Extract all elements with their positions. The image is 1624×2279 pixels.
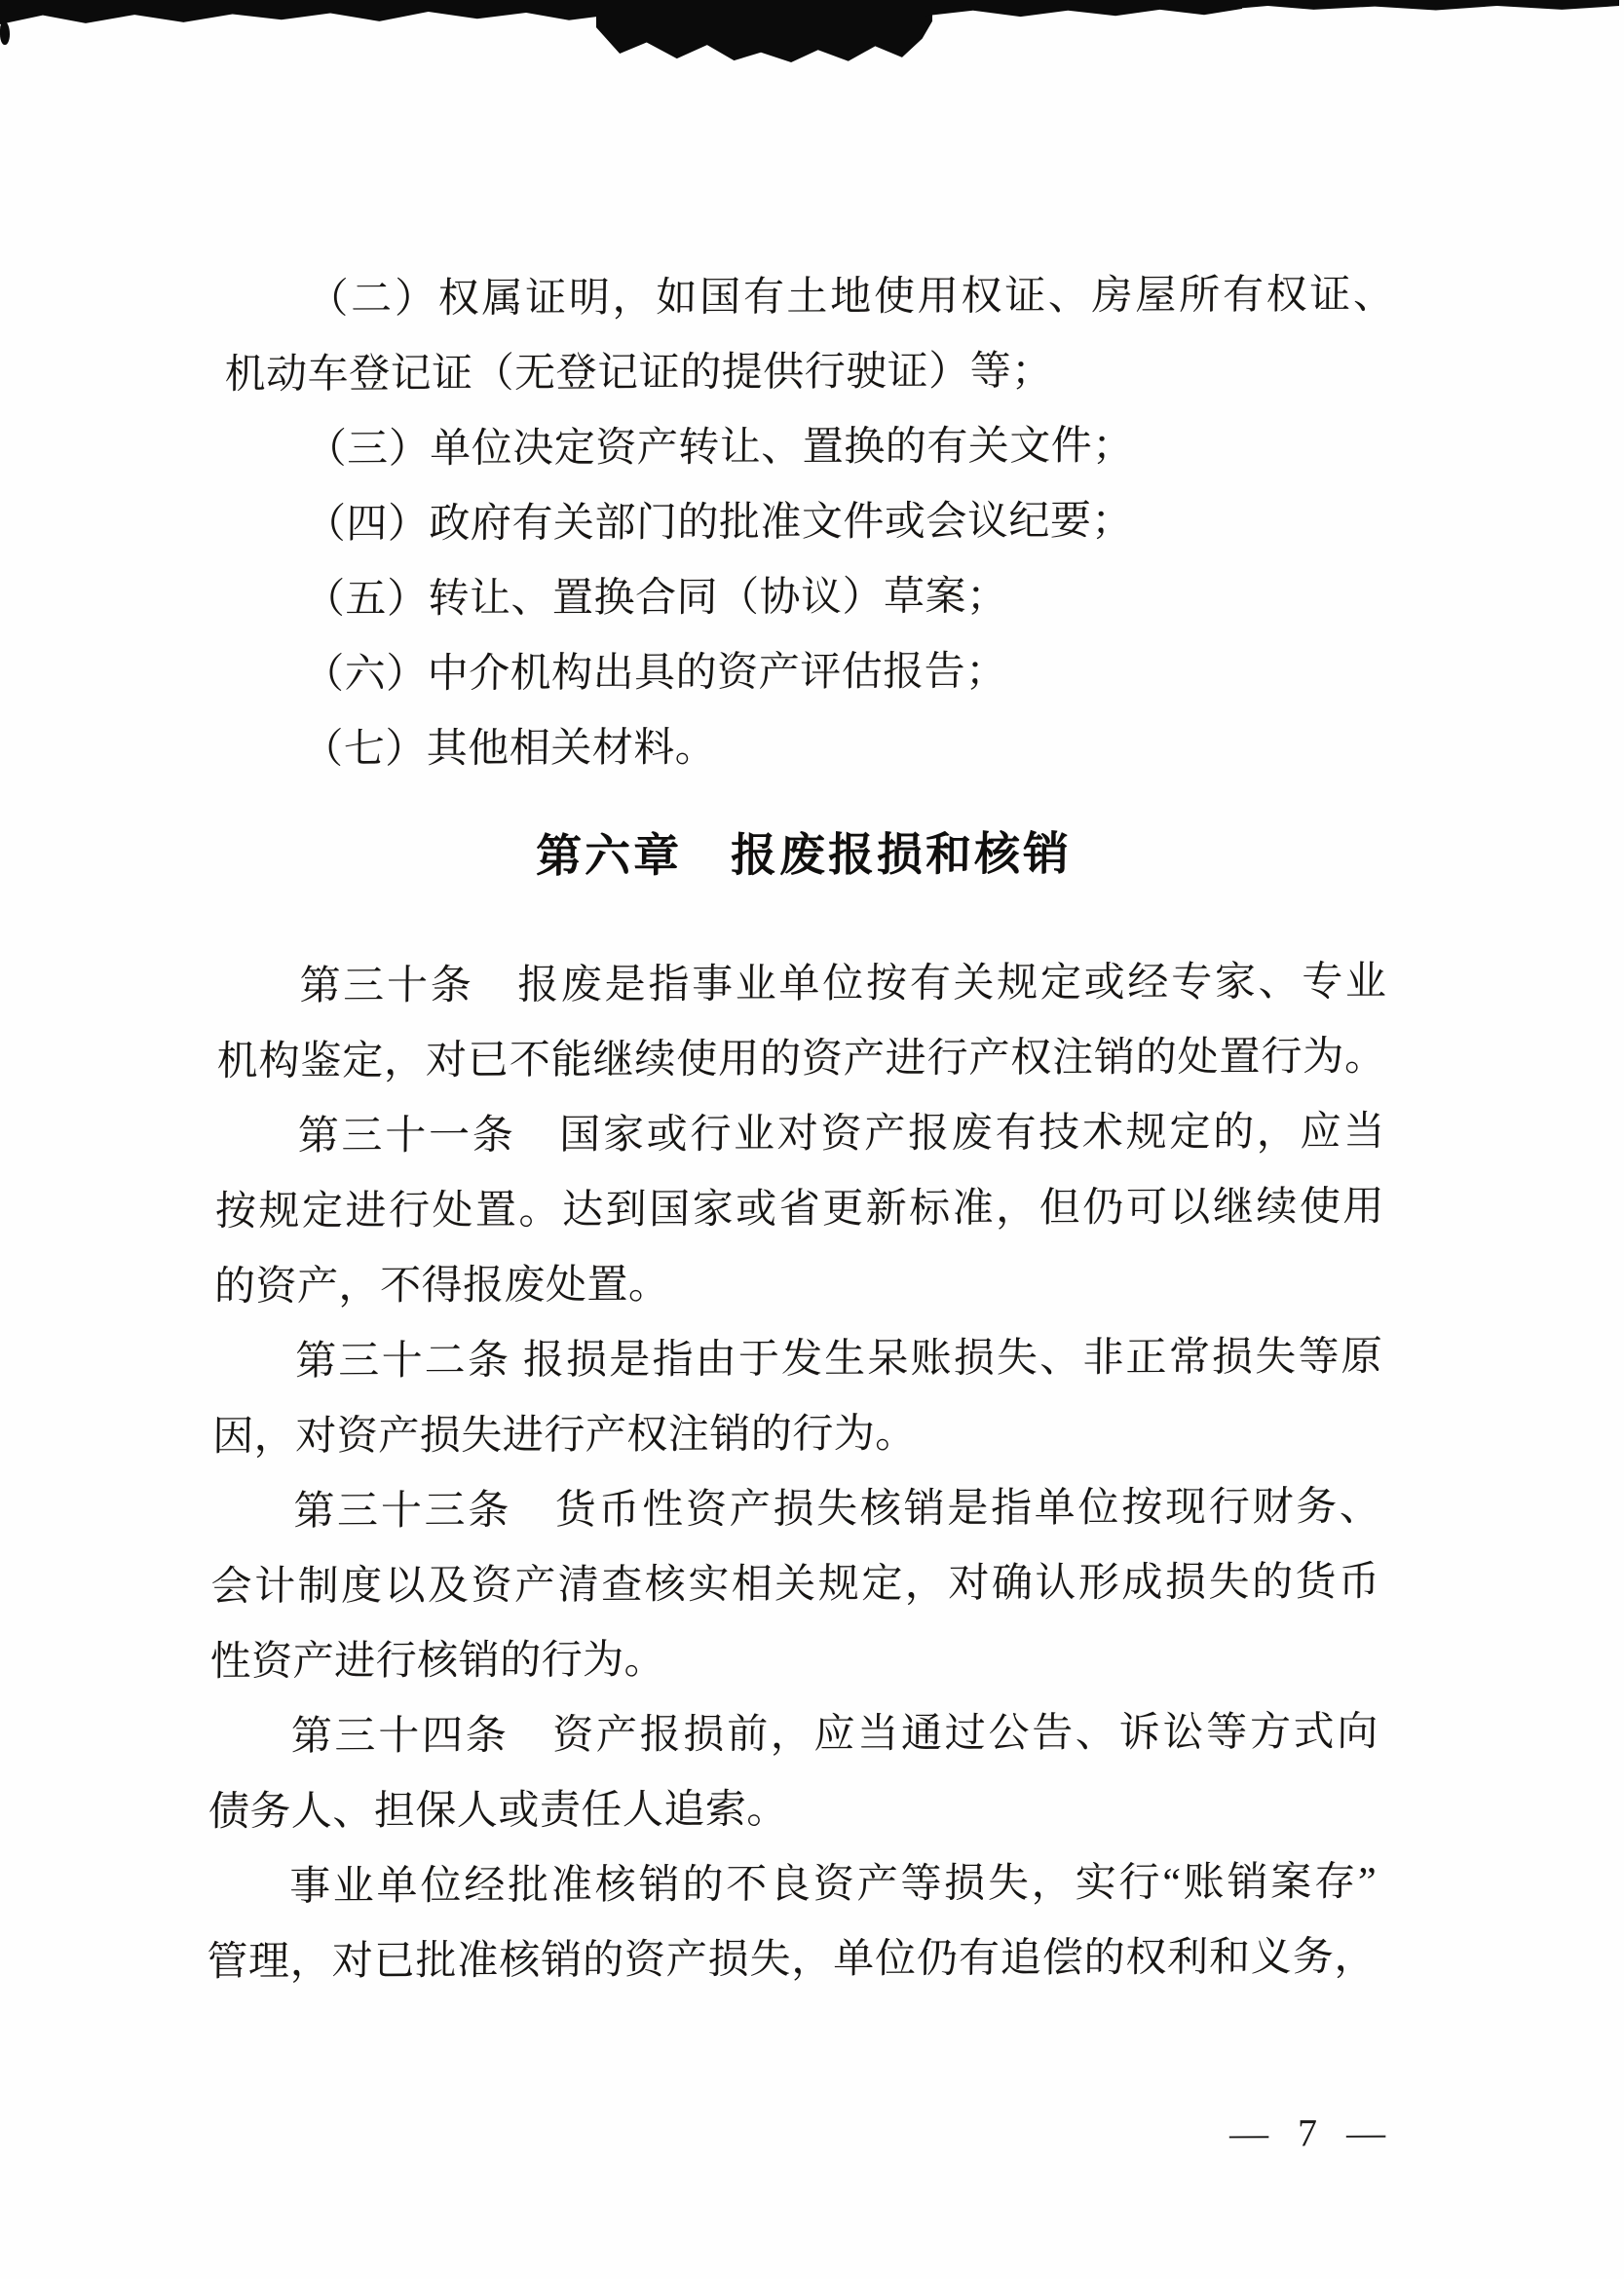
text-line: 机构鉴定，对已不能继续使用的资产进行产权注销的处置行为。 <box>216 1034 1386 1085</box>
scan-artifact-strip-mid <box>925 0 1242 18</box>
text-line: （六）中介机构出具的资产评估报告； <box>302 649 1007 698</box>
text-line: （三）单位决定资产转让、置换的有关文件； <box>305 423 1135 473</box>
text-line: 管理，对已批准核销的资产损失，单位仍有追偿的权利和义务， <box>206 1934 1377 1986</box>
text-line: 第三十一条 国家或行业对资产报废有技术规定的，应当 <box>297 1109 1386 1159</box>
text-line: 性资产进行核销的行为。 <box>209 1638 666 1686</box>
text-line: 第三十条 报废是指事业单位按有关规定或经专家、专业 <box>299 959 1387 1009</box>
text-line: 第三十三条 货币性资产损失核销是指单位按现行财务、 <box>293 1484 1381 1535</box>
text-line: （四）政府有关部门的批准文件或会议纪要； <box>304 498 1134 548</box>
text-line: 机动车登记证（无登记证的提供行驶证）等； <box>224 349 1053 399</box>
text-line: 债务人、担保人或责任人追索。 <box>208 1787 789 1836</box>
text-line: 按规定进行处置。达到国家或省更新标准，但仍可以继续使用 <box>214 1184 1385 1235</box>
text-line: 因，对资产损失进行产权注销的行为。 <box>212 1411 918 1461</box>
page-number: — 7 — <box>1228 2109 1396 2155</box>
text-line: 第三十四条 资产报损前，应当通过公告、诉讼等方式向 <box>290 1709 1379 1760</box>
scan-artifact-top-edge <box>0 0 1624 78</box>
text-line: （二）权属证明，如国有土地使用权证、房屋所有权证、 <box>307 272 1395 323</box>
text-line: 会计制度以及资产清查核实相关规定，对确认形成损失的货币 <box>210 1559 1380 1611</box>
scan-artifact-speck-left <box>0 21 10 45</box>
chapter-heading: 第六章 报废报损和核销 <box>535 829 1073 883</box>
scan-artifact-blob-center <box>596 0 932 62</box>
document-body <box>207 258 1395 2000</box>
scan-artifact-strip-left <box>0 0 612 25</box>
scan-artifact-strip-right <box>1237 0 1619 11</box>
text-line: 的资产，不得报废处置。 <box>213 1263 670 1310</box>
text-line: 事业单位经批准核销的不良资产等损失，实行“账销案存” <box>288 1859 1378 1910</box>
text-line: （七）其他相关材料。 <box>302 725 717 773</box>
text-line: （五）转让、置换合同（协议）草案； <box>303 574 1008 623</box>
text-line: 第三十二条 报损是指由于发生呆账损失、非正常损失等原 <box>294 1334 1383 1385</box>
